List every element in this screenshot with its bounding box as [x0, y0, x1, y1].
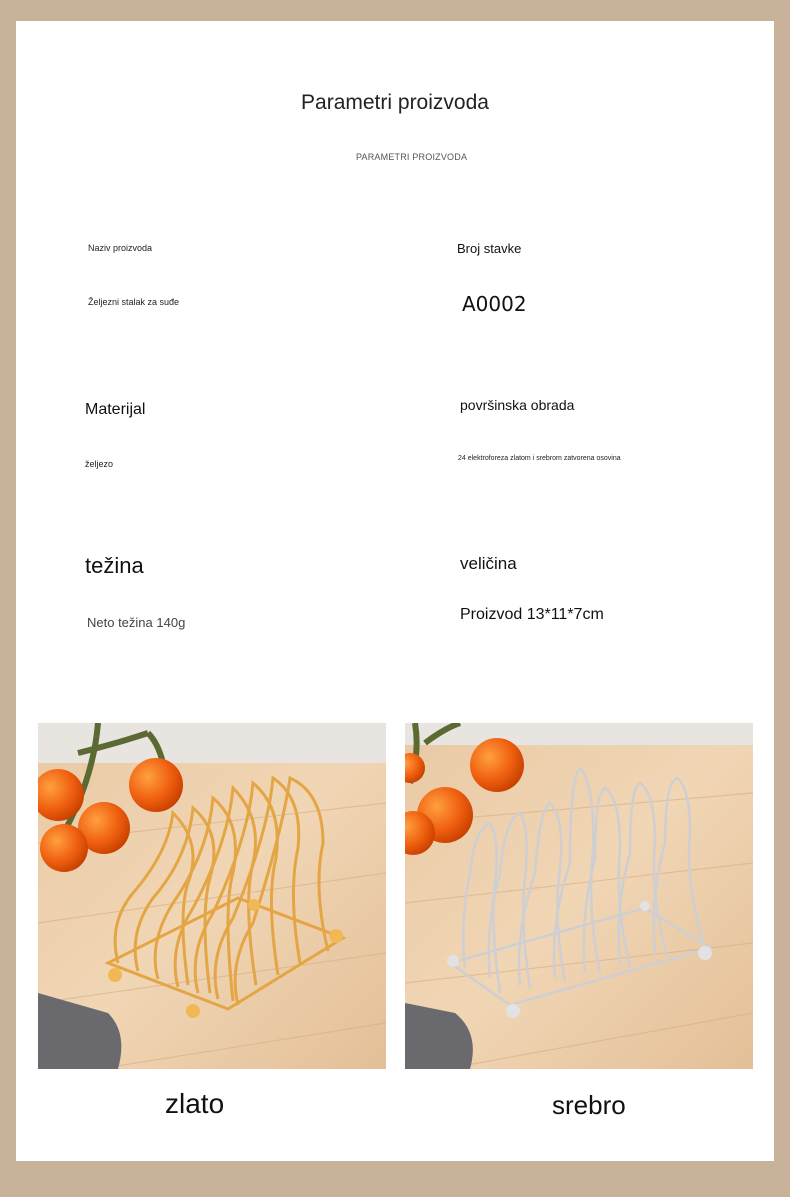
surface-finish-value: 24 elektroforeza zlatom i srebrom zatvorena osovina: [458, 455, 621, 462]
silver-rack-illustration: [405, 723, 753, 1069]
silver-rack-photo: [405, 723, 753, 1069]
page-subtitle: PARAMETRI PROIZVODA: [356, 152, 468, 162]
size-value: Proizvod 13*11*7cm: [460, 606, 604, 623]
material-value: željezo: [85, 459, 114, 469]
tomato: [129, 758, 183, 812]
item-number-value: A0002: [462, 292, 527, 316]
weight-label: težina: [85, 553, 144, 578]
gold-rack-illustration: [38, 723, 386, 1069]
item-number-label: Broj stavke: [457, 241, 522, 256]
surface-finish-label: površinska obrada: [460, 397, 575, 413]
page-title: Parametri proizvoda: [301, 91, 489, 114]
product-name-value: Željezni stalak za suđe: [88, 297, 180, 307]
gold-rack-photo: [38, 723, 386, 1069]
gold-variant-label: zlato: [165, 1088, 225, 1119]
size-label: veličina: [460, 554, 517, 573]
material-label: Materijal: [85, 401, 146, 418]
weight-value: Neto težina 140g: [87, 615, 186, 630]
product-name-label: Naziv proizvoda: [88, 243, 153, 253]
silver-variant-label: srebro: [552, 1090, 626, 1120]
